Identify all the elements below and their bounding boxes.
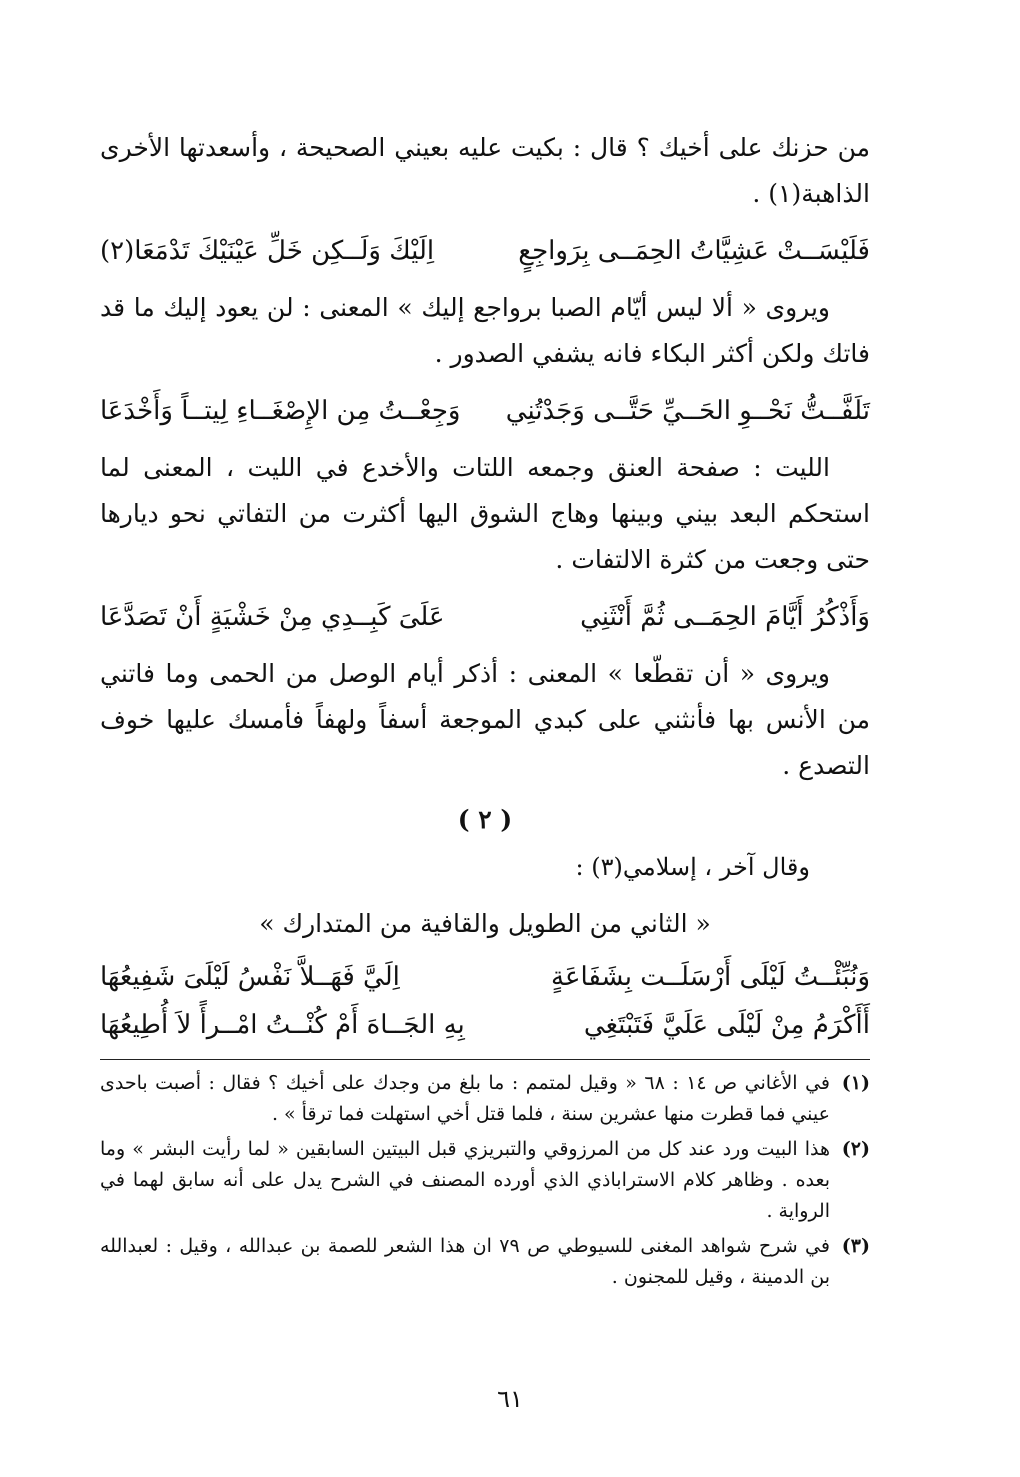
- footnote-1: [100, 1068, 870, 1130]
- footnote-number: (٣): [841, 1235, 870, 1257]
- verse-3-second-hemistich: عَلَىَ كَبِــدِي مِنْ خَشْيَةٍ أَنْ تَصَدَّعَا: [100, 602, 445, 632]
- verse-5-second-hemistich: بِهِ الجَــاهَ أَمْ كُنْــتُ امْــرأً لاَ أُطِيعُهَا: [100, 1010, 465, 1040]
- footnote-divider: [100, 1059, 870, 1060]
- footnote-2: [100, 1134, 870, 1227]
- footnotes: [100, 1068, 870, 1293]
- paragraph-3: الليت : صفحة العنق وجمعه اللتات والأخدع في الليت ، المعنى لما استحكم البعد بيني وبينها وهاج الشوق اليها أكثرت من التفاتي نحو ديارها حتى وجعت من كثرة الالتفات .: [100, 453, 870, 574]
- footnote-3: [100, 1231, 870, 1293]
- verse-1-first-hemistich: فَلَيْسَــتْ عَشِيَّاتُ الحِمَــى بِرَواجِعٍ: [518, 236, 870, 266]
- footnote-number: (١): [841, 1072, 870, 1094]
- poem-intro: وقال آخر ، إسلامي(٣) :: [575, 853, 810, 881]
- page-body: [100, 125, 870, 1297]
- verse-5-first-hemistich: أَأَكْرَمُ مِنْ لَيْلَى عَلَيَّ فَتَبْتَغِي: [583, 1010, 870, 1040]
- paragraph-4: ويروى « أن تقطّعا » المعنى : أذكر أيام الوصل من الحمى وما فاتني من الأنس بها فأنثني على كبدي الموجعة أسفاً ولهفاً فأمسك عليها خوف التصدع .: [100, 659, 870, 780]
- footnote-text: في شرح شواهد المغنى للسيوطي ص ٧٩ ان هذا الشعر للصمة بن عبدالله ، وقيل : لعبدالله بن الدمينة ، وقيل للمجنون .: [100, 1235, 830, 1288]
- poem-number: ( ٢ ): [457, 805, 513, 834]
- footnote-text: هذا البيت ورد عند كل من المرزوقي والتبريزي قبل البيتين السابقين « لما رأيت البشر » وما بعده . وظاهر كلام الاستراباذي الذي أورده المصنف في الشرح يدل على أنه سابق لهما في الرواية .: [100, 1138, 830, 1222]
- verse-4-second-hemistich: اِلَيَّ فَهَــلاَّ نَفْسُ لَيْلَىَ شَفِيعُهَا: [100, 962, 400, 992]
- page-number: ٦١: [497, 1385, 523, 1413]
- verse-1: [100, 227, 870, 275]
- footnote-number: (٢): [841, 1138, 870, 1160]
- verse-3: [100, 593, 870, 641]
- meter-heading: « الثاني من الطويل والقافية من المتدارك »: [259, 909, 711, 938]
- verse-5: [100, 1001, 870, 1049]
- verse-4: [100, 953, 870, 1001]
- verse-4-first-hemistich: وَنُبِّئْــتُ لَيْلَى أَرْسَلَــت بِشَفَاعَةٍ: [551, 962, 870, 992]
- verse-2-second-hemistich: وَجِعْــتُ مِن الإِصْغَــاءِ لِيتــاً وَأَخْدَعَا: [100, 396, 461, 426]
- verse-3-first-hemistich: وَأَذْكُرُ أَيَّامَ الحِمَــى ثُمَّ أَنْثَنِي: [580, 602, 870, 632]
- paragraph-2: ويروى « ألا ليس أيّام الصبا برواجع إليك » المعنى : لن يعود إليك ما قد فاتك ولكن أكثر البكاء فانه يشفي الصدور .: [100, 293, 870, 368]
- verse-2-first-hemistich: تَلَفَّــتُّ نَحْــوِ الحَــيِّ حَتَّــى وَجَدْتُنِي: [505, 396, 870, 426]
- footnote-text: في الأغاني ص ١٤ : ٦٨ « وقيل لمتمم : ما بلغ من وجدك على أخيك ؟ فقال : أصبت باحدى عيني فما قطرت منها عشرين سنة ، فلما قتل أخي استهلت فما ترقأ » .: [100, 1072, 830, 1125]
- verse-2: [100, 387, 870, 435]
- paragraph-1: من حزنك على أخيك ؟ قال : بكيت عليه بعيني الصحيحة ، وأسعدتها الأخرى الذاهبة(١) .: [100, 133, 870, 208]
- verse-1-second-hemistich: اِلَيْكَ وَلَــكِن خَلِّ عَيْنَيْكَ تَدْمَعَا(٢): [100, 236, 435, 266]
